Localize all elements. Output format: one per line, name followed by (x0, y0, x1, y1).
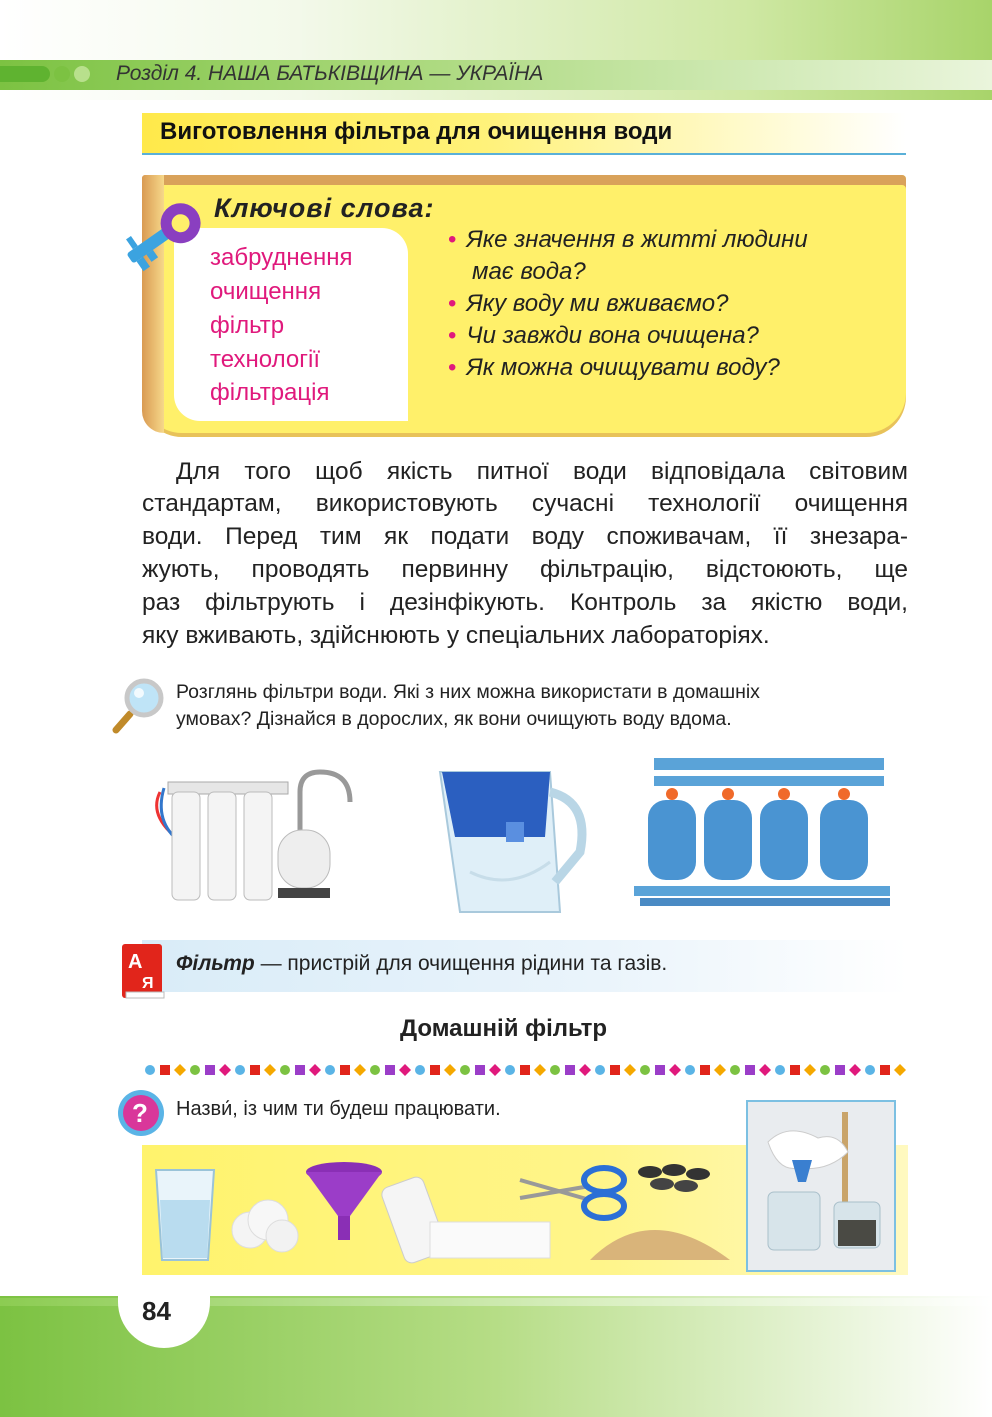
deco-dot (340, 1065, 350, 1075)
deco-dot (835, 1065, 845, 1075)
funnel-image (306, 1162, 382, 1240)
deco-dot (160, 1065, 170, 1075)
deco-dot (174, 1064, 186, 1076)
deco-dot (444, 1064, 456, 1076)
deco-dot (489, 1064, 501, 1076)
materials-images (150, 1160, 740, 1270)
experiment-photo-image (748, 1102, 894, 1270)
header-bar (0, 66, 50, 82)
deco-dot (730, 1065, 740, 1075)
paragraph-line: раз фільтрують і дезінфікують. Контроль за якістю води, (142, 589, 908, 616)
deco-dot (370, 1065, 380, 1075)
question-icon (116, 1088, 166, 1138)
svg-text:А: А (128, 951, 143, 973)
deco-dot (595, 1065, 605, 1075)
deco-dot (820, 1065, 830, 1075)
deco-dot (685, 1065, 695, 1075)
header-dot (54, 66, 70, 82)
deco-dot (745, 1065, 755, 1075)
question-item: • Яку воду ми вживаємо? (448, 290, 729, 317)
deco-dot (579, 1064, 591, 1076)
deco-dot (669, 1064, 681, 1076)
svg-text:?: ? (132, 1098, 148, 1128)
keyword: забруднення (210, 244, 353, 271)
scissors-image (520, 1168, 624, 1218)
deco-dot (550, 1065, 560, 1075)
deco-dot (505, 1065, 515, 1075)
deco-dot (804, 1064, 816, 1076)
paragraph-line: води. Перед тим як подати воду споживачам, її знезара- (142, 523, 908, 550)
page-number: 84 (142, 1296, 171, 1326)
industrial-filters-image (634, 748, 890, 918)
dictionary-icon (118, 940, 172, 1002)
deco-dot (520, 1065, 530, 1075)
lesson-title: Виготовлення фільтра для очищення води (160, 118, 673, 145)
deco-dot (325, 1065, 335, 1075)
lesson-title-bar (142, 113, 906, 155)
header-dots (0, 64, 90, 84)
deco-dot (295, 1065, 305, 1075)
deco-dot (145, 1065, 155, 1075)
task-text: умовах? Дізнайся в дорослих, як вони очищують воду вдома. (176, 708, 732, 730)
deco-dot (640, 1065, 650, 1075)
deco-dot (415, 1065, 425, 1075)
paragraph-line: стандартам, використовують сучасні технології очищення (142, 490, 908, 517)
definition-term: Фільтр (176, 952, 255, 975)
deco-dot (354, 1064, 366, 1076)
cotton-wool-image (232, 1200, 298, 1252)
deco-dot (849, 1064, 861, 1076)
deco-dot (190, 1065, 200, 1075)
definition-text: Фільтр — пристрій для очищення рідини та газів. (176, 952, 668, 975)
question-item: • Чи завжди вона очищена? (448, 322, 759, 349)
deco-dot (385, 1065, 395, 1075)
deco-dot (475, 1065, 485, 1075)
deco-dot (880, 1065, 890, 1075)
keyword: очищення (210, 278, 322, 305)
glass-of-water-image (156, 1170, 214, 1260)
keywords-heading: Ключові слова: (214, 193, 435, 223)
reverse-osmosis-filter-image (150, 752, 358, 912)
materials-prompt: Назви́, із чим ти будеш працювати. (176, 1098, 501, 1120)
key-icon (112, 190, 212, 280)
deco-dot (894, 1064, 906, 1076)
magnifier-icon (110, 676, 168, 734)
deco-dot (280, 1065, 290, 1075)
deco-dot (534, 1064, 546, 1076)
deco-dot (624, 1064, 636, 1076)
filter-experiment-photo (746, 1100, 896, 1272)
question-item: • Яке значення в житті людини (448, 226, 808, 253)
question-item: • Як можна очищувати воду? (448, 354, 780, 381)
paragraph-line: жують, проводять первинну фільтрацію, відстоюють, ще (142, 556, 908, 583)
activated-charcoal-image (638, 1164, 710, 1192)
paragraph-line: яку вживають, здійснюють у спеціальних лабораторіях. (142, 622, 770, 649)
decorative-dot-row (144, 1062, 908, 1078)
keyword: фільтр (210, 312, 285, 339)
deco-dot (714, 1064, 726, 1076)
deco-dot (235, 1065, 245, 1075)
bandage-image (380, 1175, 550, 1265)
deco-dot (790, 1065, 800, 1075)
deco-dot (250, 1065, 260, 1075)
svg-text:Я: Я (142, 975, 154, 992)
paragraph-line: Для того щоб якість питної води відповідала світовим (176, 458, 908, 485)
header-dot (74, 66, 90, 82)
deco-dot (759, 1064, 771, 1076)
deco-dot (205, 1065, 215, 1075)
deco-dot (655, 1065, 665, 1075)
deco-dot (399, 1064, 411, 1076)
deco-dot (700, 1065, 710, 1075)
deco-dot (264, 1064, 276, 1076)
task-text: Розглянь фільтри води. Які з них можна використати в домашніх (176, 681, 760, 703)
deco-dot (460, 1065, 470, 1075)
deco-dot (565, 1065, 575, 1075)
deco-dot (865, 1065, 875, 1075)
filter-pitcher-image (430, 762, 600, 920)
question-item-cont: має вода? (472, 258, 586, 285)
sand-pile-image (590, 1230, 730, 1260)
deco-dot (775, 1065, 785, 1075)
deco-dot (219, 1064, 231, 1076)
deco-dot (430, 1065, 440, 1075)
keyword: фільтрація (210, 379, 330, 406)
keyword: технології (210, 346, 320, 373)
section-title: Розділ 4. НАША БАТЬКІВЩИНА — УКРАЇНА (116, 62, 544, 85)
home-filter-title: Домашній фільтр (400, 1015, 608, 1042)
deco-dot (309, 1064, 321, 1076)
deco-dot (610, 1065, 620, 1075)
